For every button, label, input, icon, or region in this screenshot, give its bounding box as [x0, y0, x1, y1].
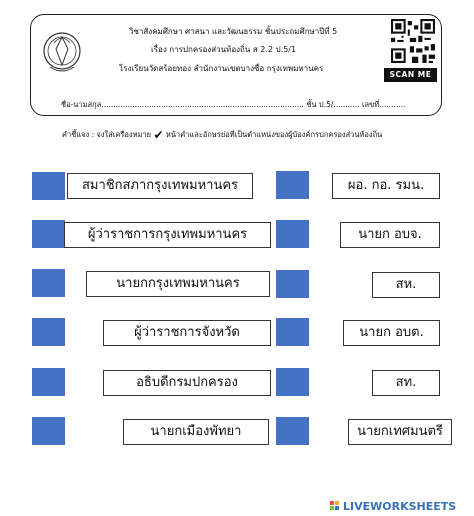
left-item-3: นายกกรุงเทพมหานคร — [86, 271, 270, 297]
school-emblem-icon — [42, 29, 82, 77]
checkbox-right-2[interactable] — [276, 220, 309, 248]
subject-line: วิชาสังคมศึกษา ศาสนา และวัฒนธรรม ชั้นประถมศึกษาปีที่ 5 — [129, 27, 338, 36]
scan-me-label: SCAN ME — [384, 68, 437, 82]
liveworksheets-logo — [330, 500, 456, 513]
left-item-4: ผู้ว่าราชการจังหวัด — [103, 320, 271, 346]
instructions-label: คำชี้แจง : จงใส่เครื่องหมาย — [62, 130, 152, 139]
instructions — [62, 128, 382, 142]
check-mark-icon: ✔ — [153, 128, 164, 142]
checkbox-left-5[interactable] — [32, 368, 65, 396]
brand-mark-icon — [330, 501, 340, 511]
checkbox-right-6[interactable] — [276, 417, 309, 445]
school-line: โรงเรียนวัดสร้อยทอง สำนักงานเขตบางซื่อ กรุงเทพมหานคร — [119, 64, 324, 73]
checkbox-right-3[interactable] — [276, 270, 309, 298]
right-item-1: ผอ. กอ. รมน. — [332, 173, 440, 199]
checkbox-right-1[interactable] — [276, 171, 309, 199]
left-item-6: นายกเมืองพัทยา — [123, 419, 269, 445]
header-panel — [30, 14, 442, 116]
right-item-6: นายกเทศมนตรี — [348, 419, 452, 445]
topic-line: เรื่อง การปกครองส่วนท้องถิ่น ส 2.2 ป.5/1 — [151, 45, 297, 54]
qr-code-icon — [391, 19, 435, 63]
checkbox-left-1[interactable] — [32, 172, 65, 200]
checkbox-left-3[interactable] — [32, 269, 65, 297]
instructions-text: หน้าคำและอักษรย่อที่เป็นตำแหน่งของผู้บ้องค์กรปกครองส่วนท้องถิ่น — [165, 130, 383, 139]
checkbox-right-5[interactable] — [276, 368, 309, 396]
right-item-2: นายก อบจ. — [340, 222, 440, 248]
brand-name: LIVEWORKSHEETS — [343, 500, 457, 513]
right-item-5: สท. — [372, 370, 440, 396]
left-item-1: สมาชิกสภากรุงเทพมหานคร — [67, 173, 253, 199]
left-item-2: ผู้ว่าราชการกรุงเทพมหานคร — [64, 222, 271, 248]
checkbox-right-4[interactable] — [276, 318, 309, 346]
left-item-5: อธิบดีกรมปกครอง — [103, 370, 271, 396]
checkbox-left-4[interactable] — [32, 318, 65, 346]
checkbox-left-6[interactable] — [32, 417, 65, 445]
checkbox-left-2[interactable] — [32, 220, 65, 248]
right-item-4: นายก อบต. — [343, 320, 440, 346]
student-name-line: ชื่อ-นามสกุล..................................................................................... ชั้น ป.5/........... เลขที่........... — [61, 100, 406, 109]
right-item-3: สห. — [372, 272, 440, 298]
